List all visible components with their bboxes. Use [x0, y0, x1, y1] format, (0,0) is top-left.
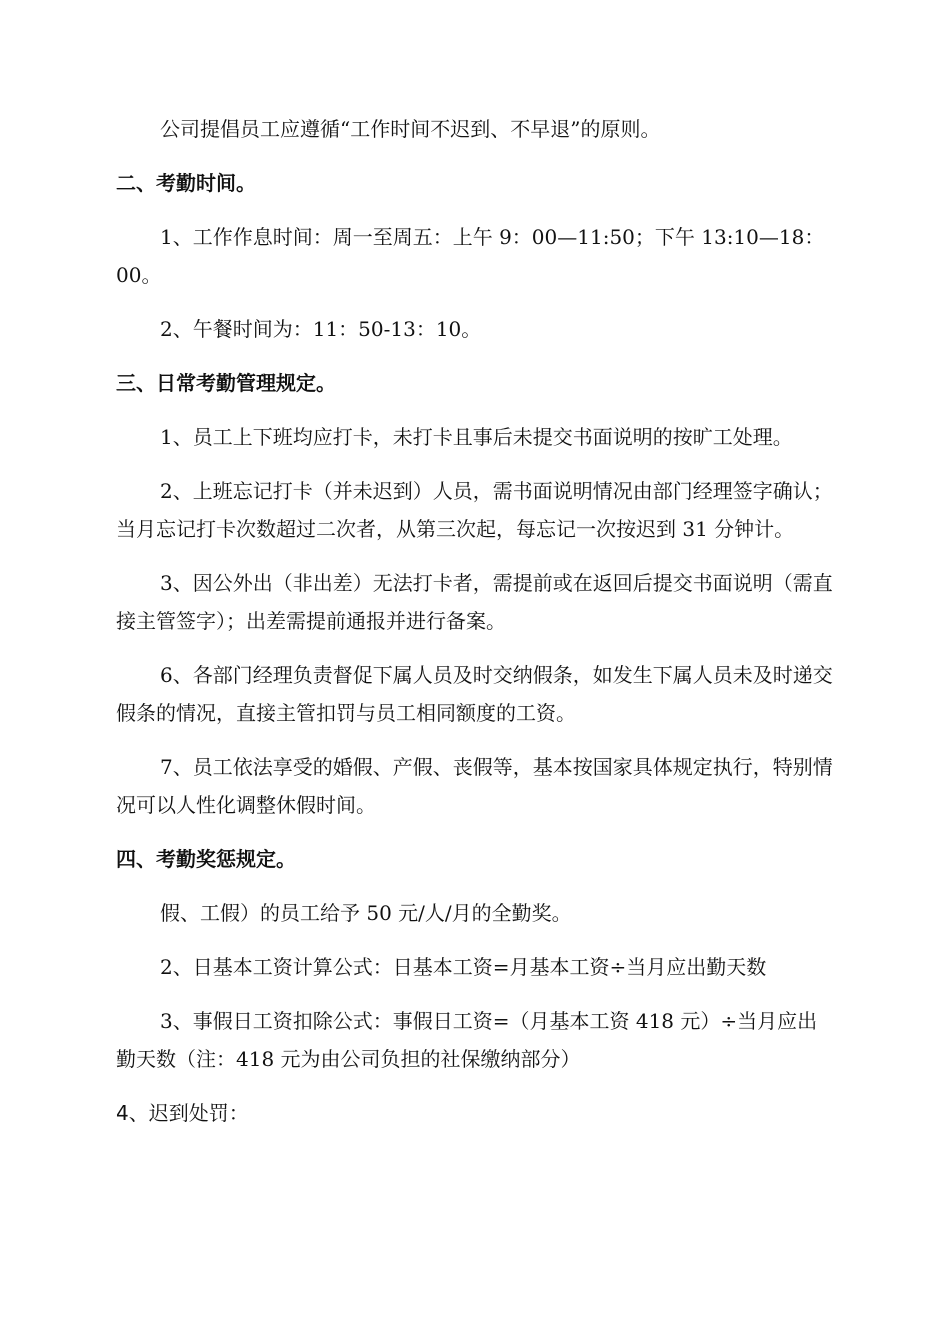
paragraph-rule-1: 1、员工上下班均应打卡，未打卡且事后未提交书面说明的按旷工处理。 — [160, 425, 793, 449]
paragraph-leave-deduction: 3、事假日工资扣除公式：事假日工资=（月基本工资 418 元）÷当月应出勤天数（注：418 元为由公司负担的社保缴纳部分） — [116, 1009, 818, 1071]
paragraph-rule-2: 2、上班忘记打卡（并未迟到）人员，需书面说明情况由部门经理签字确认；当月忘记打卡次数超过二次者，从第三次起，每忘记一次按迟到 31 分钟计。 — [116, 479, 833, 541]
paragraph-principle: 公司提倡员工应遵循“工作时间不迟到、不早退”的原则。 — [160, 117, 661, 141]
paragraph-daily-wage-formula: 2、日基本工资计算公式：日基本工资=月基本工资÷当月应出勤天数 — [160, 955, 767, 979]
paragraph-rule-7: 7、员工依法享受的婚假、产假、丧假等，基本按国家具体规定执行，特别情况可以人性化调整休假时间。 — [116, 755, 833, 817]
paragraph-work-hours: 1、工作作息时间：周一至周五：上午 9：00—11:50；下午 13:10—18：00。 — [116, 225, 825, 287]
heading-attendance-time: 二、考勤时间。 — [116, 171, 256, 195]
paragraph-rule-3: 3、因公外出（非出差）无法打卡者，需提前或在返回后提交书面说明（需直接主管签字）；出差需提前通报并进行备案。 — [116, 571, 833, 633]
paragraph-late-penalty: 4、迟到处罚： — [116, 1101, 249, 1125]
document-page — [116, 110, 836, 1132]
heading-rewards-penalties: 四、考勤奖惩规定。 — [116, 847, 296, 871]
paragraph-lunch-time: 2、午餐时间为：11：50-13：10。 — [160, 317, 482, 341]
paragraph-full-attendance: 假、工假）的员工给予 50 元/人/月的全勤奖。 — [160, 901, 572, 925]
heading-daily-rules: 三、日常考勤管理规定。 — [116, 371, 336, 395]
paragraph-rule-6: 6、各部门经理负责督促下属人员及时交纳假条，如发生下属人员未及时递交假条的情况，直接主管扣罚与员工相同额度的工资。 — [116, 663, 833, 725]
